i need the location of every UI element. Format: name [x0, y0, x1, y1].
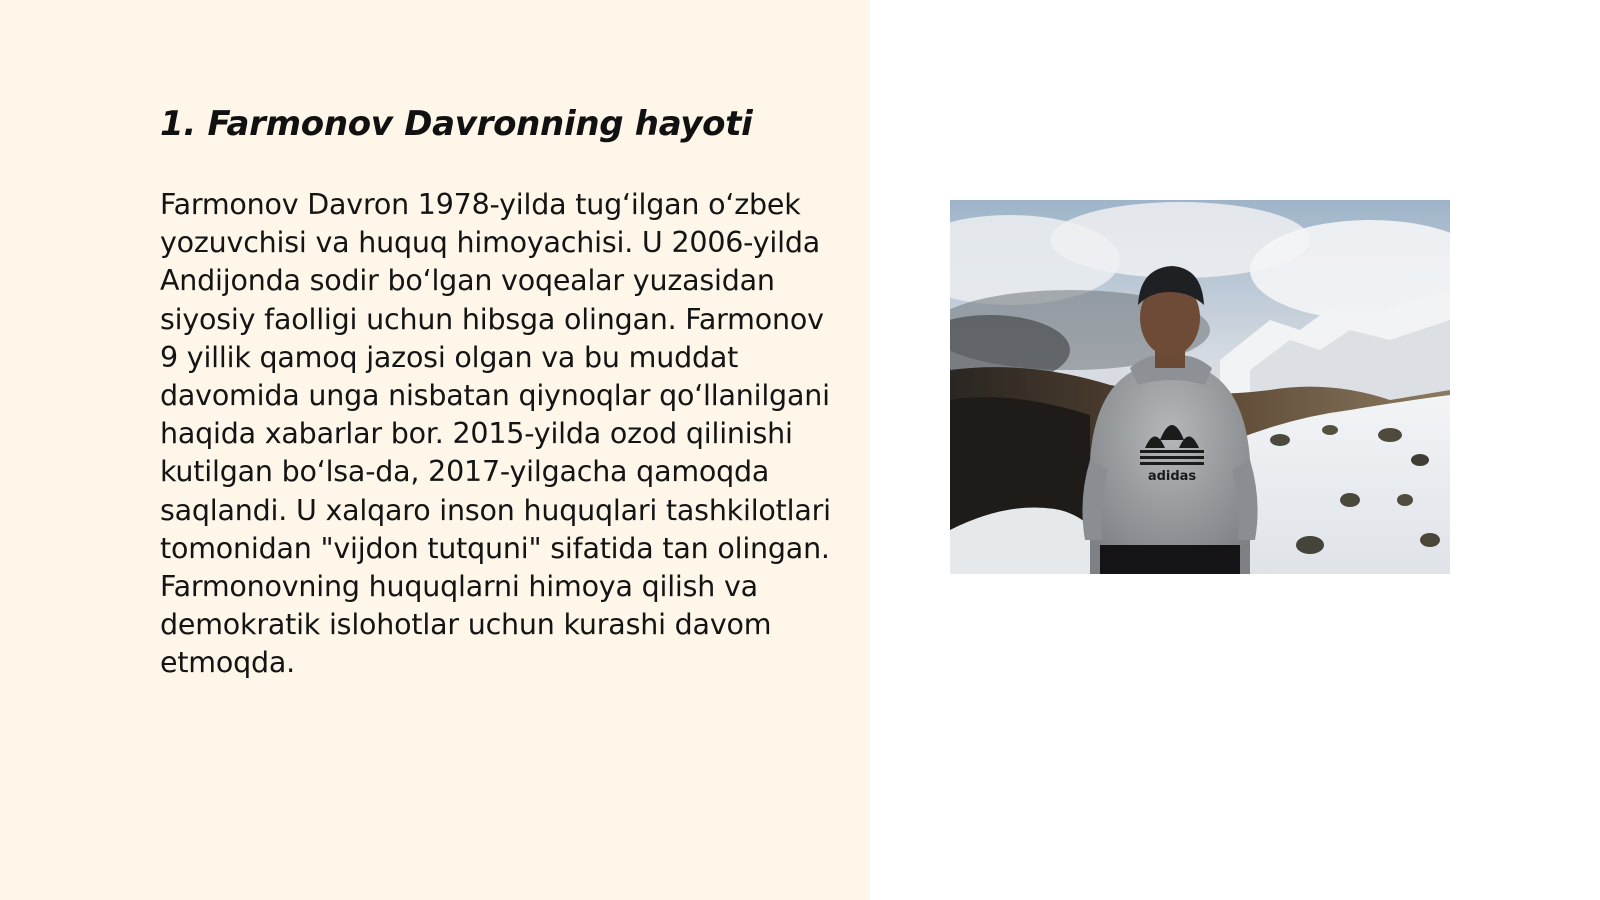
portrait-photo — [950, 200, 1450, 574]
slide-title: 1. Farmonov Davronning hayoti — [160, 104, 753, 144]
body-paragraph: Farmonov Davron 1978-yilda tug‘ilgan o‘zbek yozuvchisi va huquq himoyachisi. U 2006-yilda Andijonda sodir bo‘lgan voqealar yuzasidan siyosiy faolligi uchun hibsga olingan. Farmonov 9 yillik qamoq jazosi olgan va bu muddat davomida unga nisbatan qiynoqlar qo‘llanilgani haqida xabarlar bor. 2015-yilda ozod qilinishi kutilgan bo‘lsa-da, 2017-yilgacha qamoqda saqlandi. U xalqaro inson huquqlari tashkilotlari tomonidan "vijdon tutquni" sifatida tan olingan. Farmonovning huquqlarni himoya qilish va demokratik islohotlar uchun kurashi davom etmoqda. — [160, 188, 831, 680]
hoodie-logo-text: adidas — [1147, 469, 1197, 484]
